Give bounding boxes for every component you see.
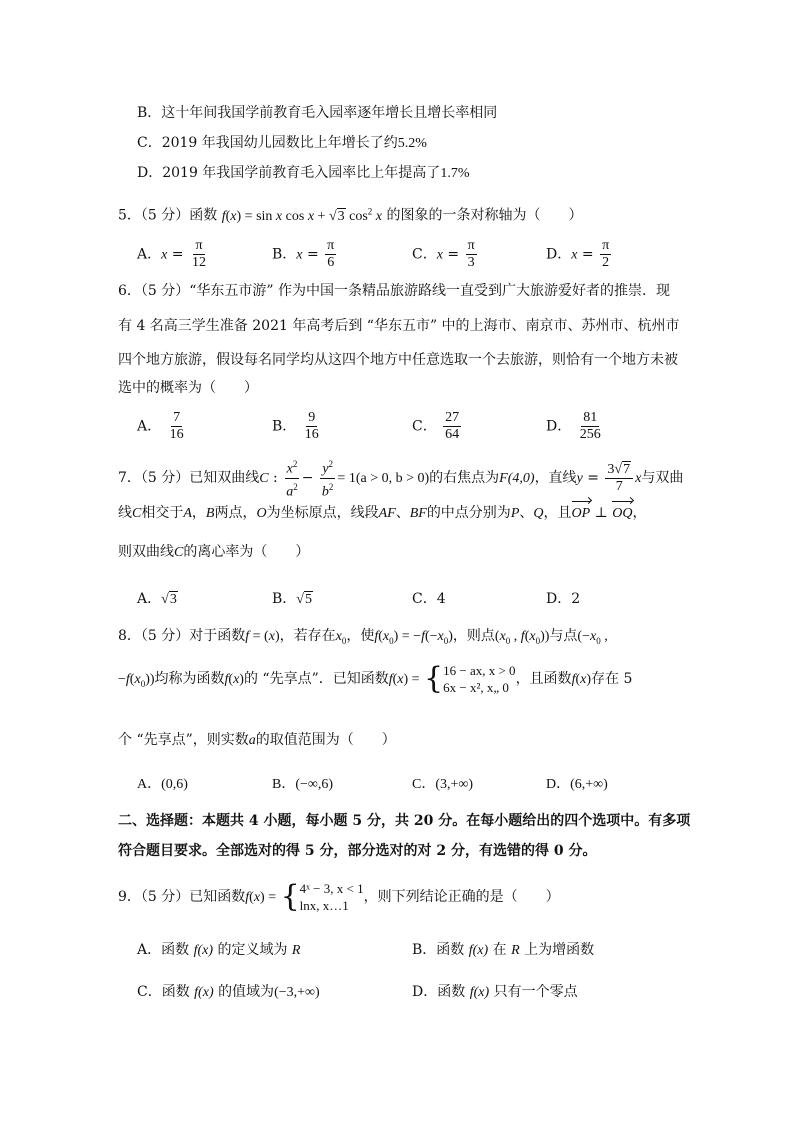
- q9-option-d: D．函数 f(x) 只有一个零点: [412, 984, 578, 1000]
- q5-option-c: C．x = $\frac{\pi}{3}$: [412, 238, 475, 270]
- q7-option-a: A．√3: [137, 591, 177, 607]
- q8-option-c: C．(3,+∞): [412, 777, 474, 792]
- q7-option-b: B．√5: [272, 591, 312, 607]
- q8-stem-line3: 个 “先享点”，则实数a的取值范围为（ ）: [118, 732, 396, 748]
- q7-stem-line2: 线C相交于A，B两点，O为坐标原点，线段AF、BF的中点分别为P、Q，且OP ⊥ OQ，: [118, 503, 646, 524]
- q5-stem: 5．（5 分）函数 f(x) = sin x cos x + √3 $\cos^2 x$ 的图象的一条对称轴为（ ）: [118, 206, 583, 224]
- q4-option-c: C．2019 年我国幼儿园数比上年增长了约5.2%: [137, 135, 427, 151]
- q6-stem-line2: 有 4 名高三学生准备 2021 年高考后到 “华东五市” 中的上海市、南京市、苏州市、杭州市: [118, 318, 680, 334]
- q6-option-a: A． $\frac{7}{16}$: [137, 410, 184, 442]
- q8-stem-line2: $-f(x_0)$)均称为函数f(x)的 “先享点”．已知函数f(x) = { 16 − ax, x > 0 6x − x², x„ 0 ，且函数f(x)存在 5: [118, 661, 633, 696]
- q9-option-b: B．函数 f(x) 在 R 上为增函数: [412, 942, 595, 958]
- section2-heading-line2: 符合题目要求。全部选对的得 5 分，部分选对的对 2 分，有选错的得 0 分。: [118, 843, 597, 859]
- q7-option-c: C．4: [412, 591, 446, 607]
- q6-option-b: B． $\frac{9}{16}$: [272, 410, 319, 442]
- q5-option-b: B．x = $\frac{\pi}{6}$: [272, 238, 335, 270]
- q5-option-a: A．x = $\frac{\pi}{12}$: [137, 238, 206, 270]
- q8-option-b: B．(−∞,6): [272, 777, 334, 792]
- q9-option-c: C．函数 f(x) 的值域为(−3,+∞): [137, 984, 320, 1000]
- q7-stem-line3: 则双曲线C的离心率为（ ）: [118, 544, 310, 560]
- q7-stem-line1: 7．（5 分）已知双曲线C : $\frac{x^2}{a^2}$ − $\frac{y^2}{b^2}$ = 1(a > 0, b > 0)的右焦点为F(4,0)，直线y = $\frac{3√7}{7}$ x与双曲: [118, 456, 683, 500]
- q4-option-b: B．这十年间我国学前教育毛入园率逐年增长且增长率相同: [137, 105, 498, 121]
- q9-piecewise: { 4ˣ − 3, x < 1 lnx, x…1: [280, 879, 364, 914]
- q8-option-d: D．(6,+∞): [546, 777, 608, 792]
- section2-heading-line1: 二、选择题：本题共 4 小题，每小题 5 分，共 20 分。在每小题给出的四个选项中。有多项: [118, 813, 691, 829]
- q6-option-c: C． $\frac{27}{64}$: [412, 410, 460, 442]
- q8-option-a: A．(0,6): [137, 777, 188, 792]
- q4-option-d: D．2019 年我国学前教育毛入园率比上年提高了1.7%: [137, 165, 470, 181]
- q6-option-d: D． $\frac{81}{256}$: [546, 410, 601, 442]
- q8-stem-line1: 8．（5 分）对于函数f = (x)，若存在$x_0$，使$f(x_0) = -f(-x_0)$，则点($x_0$ , $f(x_0)$)与点($-x_0$ ,: [118, 628, 608, 646]
- q9-option-a: A．函数 f(x) 的定义域为 R: [137, 942, 301, 958]
- q6-stem-line3: 四个地方旅游，假设每名同学均从这四个地方中任意选取一个去旅游，则恰有一个地方未被: [118, 352, 678, 368]
- q6-stem-line4: 选中的概率为（ ）: [118, 380, 258, 396]
- q5-option-d: D．x = $\frac{\pi}{2}$: [546, 238, 610, 270]
- q7-option-d: D．2: [546, 591, 581, 607]
- q8-piecewise: { 16 − ax, x > 0 6x − x², x„ 0: [424, 661, 516, 696]
- q6-stem-line1: 6．（5 分）“华东五市游” 作为中国一条精品旅游路线一直受到广大旅游爱好者的推崇．现: [118, 283, 671, 299]
- q9-stem: 9．（5 分）已知函数f(x) = { 4ˣ − 3, x < 1 lnx, x…1 ，则下列结论正确的是（ ）: [118, 879, 560, 914]
